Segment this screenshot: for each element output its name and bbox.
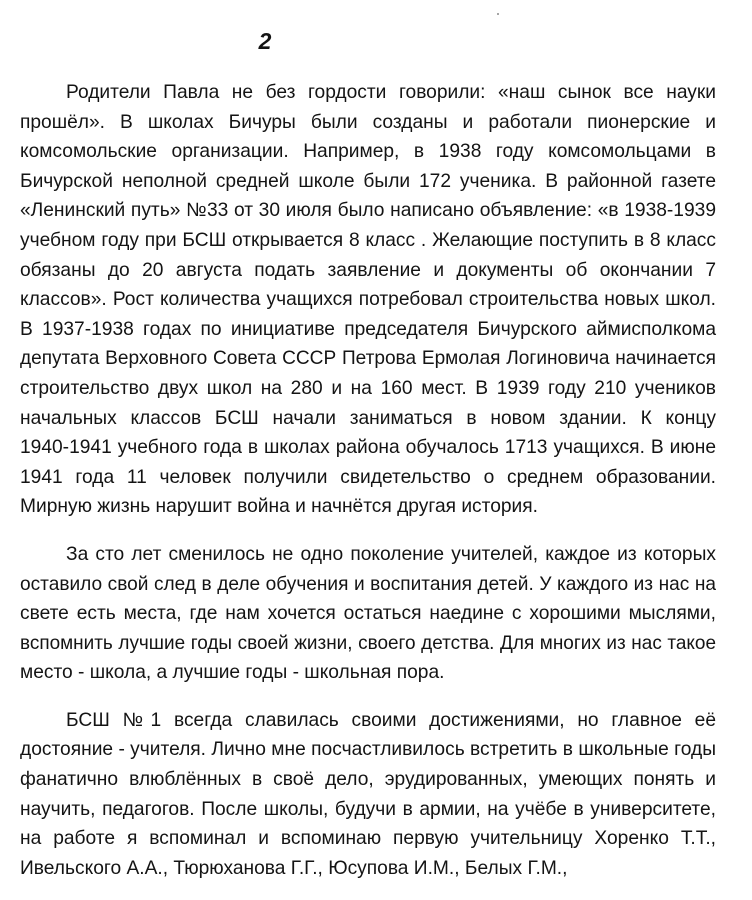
text-line: «Ленинский путь» №33 от 30 июля было написано объявление: «в 1938-1939 [20,200,716,222]
text-line: на работе я вспоминал и вспоминаю первую учительницу Хоренко Т.Т., [20,828,716,850]
text-line: строительство двух школ на 280 и на 160 мест. В 1939 году 210 учеников [20,377,716,399]
text-line: Бичурской неполной средней школе были 172 ученика. В районной газете [20,170,716,192]
page-number: 2 [258,28,272,54]
paragraph-generations-of-teachers [20,540,716,688]
paragraph-school-history [20,78,716,522]
text-line: За сто лет сменилось не одно поколение учителей, каждое из которых [66,543,716,565]
text-line: 1941 года 11 человек получили свидетельство о среднем образовании. [20,466,716,488]
text-line: учебном году при БСШ открывается 8 класс . Желающие поступить в 8 класс [20,229,716,251]
text-line: достояние - учителя. Лично мне посчастливилось встретить в школьные годы [20,739,716,761]
text-line: Ивельского А.А., Тюрюханова Г.Г., Юсупова И.М., Белых Г.М., [20,857,568,879]
text-line: комсомольские организации. Например, в 1938 году комсомольцами в [20,141,716,163]
text-line: научить, педагогов. После школы, будучи в армии, на учёбе в университете, [20,798,716,820]
paragraph-school-achievements [20,706,716,884]
text-line: оставило свой след в деле обучения и воспитания детей. У каждого из нас на [20,573,716,595]
text-line: начальных классов БСШ начали заниматься в новом здании. К концу [20,407,716,429]
text-line: место - школа, а лучшие годы - школьная пора. [20,662,445,684]
text-line: фанатично влюблённых в своё дело, эрудированных, умеющих понять и [20,769,716,791]
text-line: В 1937-1938 годах по инициативе председателя Бичурского аймисполкома [20,318,716,340]
text-line: БСШ №1 всегда славилась своими достижениями, но главное её [66,709,716,731]
scan-speck [497,13,499,15]
text-line: свете есть места, где нам хочется остаться наедине с хорошими мыслями, [20,603,716,625]
text-line: Мирную жизнь нарушит война и начнётся другая история. [20,496,538,518]
document-body [20,78,716,883]
text-line: Родители Павла не без гордости говорили: «наш сынок все науки [66,82,716,103]
text-line: 1940-1941 учебного года в школах района обучалось 1713 учащихся. В июне [20,437,716,459]
text-line: обязаны до 20 августа подать заявление и документы об окончании 7 [20,259,716,281]
text-line: вспомнить лучшие годы своей жизни, своего детства. Для многих из нас такое [20,632,716,654]
text-line: депутата Верховного Совета СССР Петрова Ермолая Логиновича начинается [20,348,716,370]
text-line: классов». Рост количества учащихся потребовал строительства новых школ. [20,289,716,311]
text-line: прошёл». В школах Бичуры были созданы и работали пионерские и [20,111,716,133]
